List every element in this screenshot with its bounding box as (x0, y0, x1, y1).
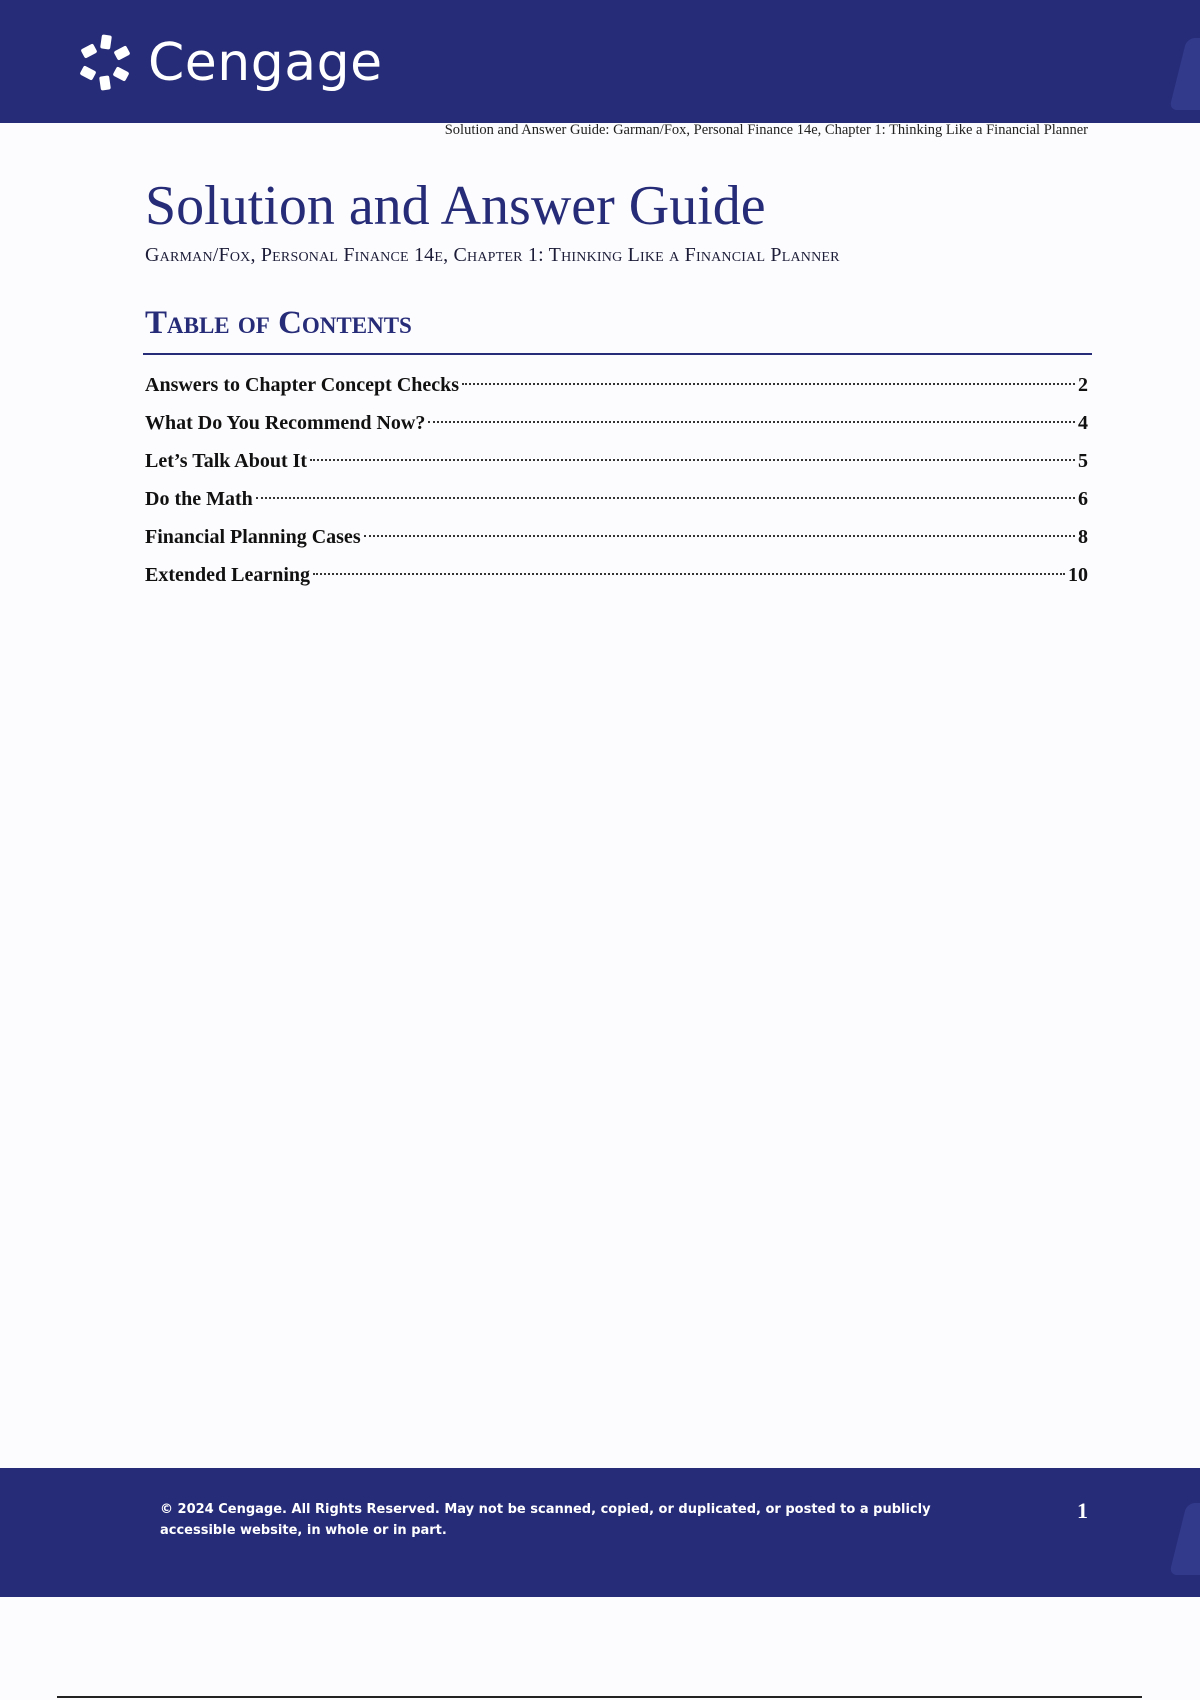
toc-entry-page: 5 (1078, 450, 1088, 472)
toc-dot-leader (428, 421, 1075, 423)
toc-dot-leader (313, 573, 1065, 575)
document-title: Solution and Answer Guide (145, 175, 766, 237)
toc-entry-page: 2 (1078, 374, 1088, 396)
running-head: Solution and Answer Guide: Garman/Fox, Personal Finance 14e, Chapter 1: Thinking Like a Financial Planner (444, 122, 1088, 138)
toc-dot-leader (364, 535, 1075, 537)
toc-heading: Table of Contents (145, 305, 412, 341)
toc-entry-page: 4 (1078, 412, 1088, 434)
toc-divider (143, 353, 1092, 355)
header-band (0, 0, 1200, 123)
toc-entry-label: Answers to Chapter Concept Checks (145, 374, 460, 396)
bottom-rule (57, 1696, 1142, 1698)
toc-dot-leader (310, 459, 1075, 461)
toc-entry-label: Extended Learning (145, 564, 311, 586)
toc-entry-extended-learning[interactable] (145, 556, 1088, 594)
footer-band (0, 1468, 1200, 1597)
toc-entry-label: Let’s Talk About It (145, 450, 308, 472)
toc-entry-page: 6 (1078, 488, 1088, 510)
toc-entry-page: 8 (1078, 526, 1088, 548)
toc-entry-label: What Do You Recommend Now? (145, 412, 426, 434)
toc-dot-leader (462, 383, 1075, 385)
toc-entry-label: Do the Math (145, 488, 253, 510)
toc-list (145, 366, 1088, 594)
toc-entry-page: 10 (1068, 564, 1088, 586)
footer-accent-shape (1169, 1503, 1200, 1575)
brand-wordmark: Cengage (148, 33, 383, 93)
copyright-notice: © 2024 Cengage. All Rights Reserved. May not be scanned, copied, or duplicated, or posted to a publicly accessible website, in whole or in part. (160, 1502, 931, 1538)
toc-entry-do-the-math[interactable] (145, 480, 1088, 518)
toc-entry-talk-about-it[interactable] (145, 442, 1088, 480)
cengage-burst-icon (75, 32, 137, 94)
page-number: 1 (1077, 1498, 1088, 1523)
toc-entry-label: Financial Planning Cases (145, 526, 361, 548)
toc-entry-concept-checks[interactable] (145, 366, 1088, 404)
toc-dot-leader (256, 497, 1075, 499)
toc-entry-recommend-now[interactable] (145, 404, 1088, 442)
document-subtitle: Garman/Fox, Personal Finance 14e, Chapter 1: Thinking Like a Financial Planner (145, 244, 840, 266)
cengage-logo (75, 32, 383, 94)
header-accent-shape (1169, 38, 1200, 110)
toc-entry-planning-cases[interactable] (145, 518, 1088, 556)
